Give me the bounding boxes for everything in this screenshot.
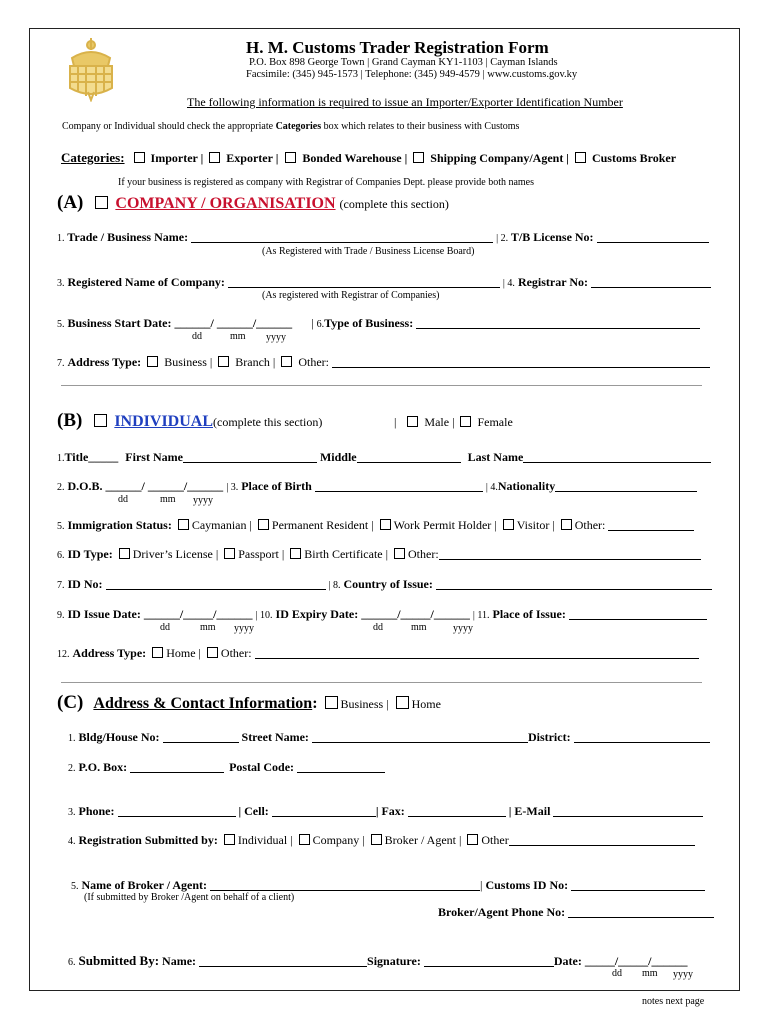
po-box-field[interactable] <box>130 760 224 773</box>
royal-crest-icon <box>62 36 120 102</box>
immigration-row: 5. Immigration Status: Caymanian | Permanent Resident | Work Permit Holder | Visitor | Other: <box>57 518 694 533</box>
yyyy-hint: yyyy <box>453 623 473 634</box>
name-row: 1.Title_____ First Name Middle Last Name <box>57 450 711 465</box>
submitted-individual-checkbox[interactable] <box>224 834 235 845</box>
individual-checkbox[interactable] <box>94 414 107 427</box>
shipping-company-label: Shipping Company/Agent | <box>430 151 569 165</box>
first-name-field[interactable] <box>183 450 317 463</box>
exporter-label: Exporter | <box>226 151 279 165</box>
broker-note: (If submitted by Broker /Agent on behalf of a client) <box>84 892 295 903</box>
registered-name-field[interactable] <box>228 275 500 288</box>
address-type-row: 7. Address Type: Business | Branch | Other: <box>57 355 710 370</box>
dd-hint: dd <box>612 968 622 979</box>
mm-hint: mm <box>230 331 246 342</box>
required-info-text: The following information is required to issue an Importer/Exporter Identification Number <box>187 95 623 109</box>
address-other-checkbox[interactable] <box>281 356 292 367</box>
registered-name-row: 3. Registered Name of Company: | 4. Registrar No: <box>57 275 711 290</box>
type-of-business-field[interactable] <box>416 316 700 329</box>
exporter-checkbox[interactable] <box>209 152 220 163</box>
address-other-field[interactable] <box>332 355 710 368</box>
broker-phone-row: Broker/Agent Phone No: <box>438 905 714 920</box>
submitted-by-type-row: 4. Registration Submitted by: Individual | Company | Broker / Agent | Other <box>68 833 695 848</box>
phone-field[interactable] <box>118 804 236 817</box>
mm-hint: mm <box>200 622 216 633</box>
company-section-title: COMPANY / ORGANISATION <box>115 195 336 212</box>
postal-code-field[interactable] <box>297 760 385 773</box>
district-field[interactable] <box>574 730 710 743</box>
id-type-row: 6. ID Type: Driver’s License | Passport | Birth Certificate | Other: <box>57 547 701 562</box>
registrar-no-field[interactable] <box>591 275 711 288</box>
place-of-issue-field[interactable] <box>569 607 707 620</box>
last-name-field[interactable] <box>523 450 711 463</box>
dd-hint: dd <box>160 622 170 633</box>
address-other-checkbox[interactable] <box>207 647 218 658</box>
section-c-heading: (C) Address & Contact Information: Business | Home <box>57 692 441 713</box>
form-title: H. M. Customs Trader Registration Form <box>246 38 549 57</box>
mm-hint: mm <box>411 622 427 633</box>
id-no-field[interactable] <box>106 577 326 590</box>
bldg-no-field[interactable] <box>163 730 239 743</box>
home-checkbox[interactable] <box>152 647 163 658</box>
id-no-row: 7. ID No: | 8. Country of Issue: <box>57 577 712 592</box>
nationality-field[interactable] <box>555 479 697 492</box>
section-b-letter: (B) <box>57 410 83 431</box>
immigration-other-checkbox[interactable] <box>561 519 572 530</box>
customs-id-field[interactable] <box>571 878 705 891</box>
drivers-license-checkbox[interactable] <box>119 548 130 559</box>
dd-hint: dd <box>192 331 202 342</box>
yyyy-hint: yyyy <box>234 623 254 634</box>
po-box-row: 2. P.O. Box: Postal Code: <box>68 760 385 775</box>
work-permit-checkbox[interactable] <box>380 519 391 530</box>
section-a-letter: (A) <box>57 192 84 213</box>
street-name-field[interactable] <box>312 730 528 743</box>
middle-name-field[interactable] <box>357 450 461 463</box>
categories-label: Categories: <box>61 150 125 165</box>
dob-field[interactable]: ______/ ______/______ <box>105 479 224 493</box>
place-of-birth-field[interactable] <box>315 479 483 492</box>
submitted-other-field[interactable] <box>509 833 695 846</box>
birth-certificate-checkbox[interactable] <box>290 548 301 559</box>
gender-row: | Male | Female <box>394 415 513 429</box>
bldg-row: 1. Bldg/House No: Street Name: District: <box>68 730 710 745</box>
contact-line: Facsimile: (345) 945-1573 | Telephone: (345) 949-4579 | www.customs.gov.ky <box>246 69 578 80</box>
id-issue-date-field[interactable]: ______/_____/______ <box>143 607 253 621</box>
individual-address-type-row: 12. Address Type: Home | Other: <box>57 646 699 661</box>
yyyy-hint: yyyy <box>673 969 693 980</box>
bonded-warehouse-label: Bonded Warehouse | <box>302 151 408 165</box>
divider <box>61 385 702 386</box>
trade-name-row: 1. Trade / Business Name: | 2. T/B License No: <box>57 230 709 245</box>
registered-name-note: (As registered with Registrar of Companies) <box>262 290 440 301</box>
cell-field[interactable] <box>272 804 376 817</box>
business-start-row: 5. Business Start Date: ______/ ______/______ | 6.Type of Business: <box>57 316 700 331</box>
section-c-letter: (C) <box>57 692 84 713</box>
contact-business-checkbox[interactable] <box>325 696 338 709</box>
submitter-name-field[interactable] <box>199 954 367 967</box>
visitor-checkbox[interactable] <box>503 519 514 530</box>
signature-row: 6. Submitted By: Name: Signature: Date: _____/_____/______ <box>68 953 688 968</box>
yyyy-hint: yyyy <box>193 495 213 506</box>
business-start-date-field[interactable]: ______/ ______/______ <box>174 316 293 330</box>
categories-row <box>61 150 676 166</box>
address-line: P.O. Box 898 George Town | Grand Cayman KY1-1103 | Cayman Islands <box>249 57 558 68</box>
section-b-subtitle: (complete this section) <box>213 415 323 429</box>
immigration-other-field[interactable] <box>608 518 694 531</box>
signature-field[interactable] <box>424 954 554 967</box>
phone-row: 3. Phone: | Cell: | Fax: | E-Mail <box>68 804 703 819</box>
broker-row: 5. Name of Broker / Agent: | Customs ID No: <box>71 878 705 893</box>
submission-date-field[interactable]: _____/_____/______ <box>584 954 688 968</box>
contact-section-title: Address & Contact Information <box>93 695 313 712</box>
individual-section-title: INDIVIDUAL <box>114 413 214 430</box>
shipping-company-checkbox[interactable] <box>413 152 424 163</box>
permanent-resident-checkbox[interactable] <box>258 519 269 530</box>
divider <box>61 682 702 683</box>
male-checkbox[interactable] <box>407 416 418 427</box>
broker-name-field[interactable] <box>210 878 480 891</box>
broker-phone-field[interactable] <box>568 905 714 918</box>
contact-home-checkbox[interactable] <box>396 696 409 709</box>
dd-hint: dd <box>118 494 128 505</box>
section-a-subtitle: (complete this section) <box>339 197 449 211</box>
importer-label: Importer | <box>150 151 204 165</box>
country-of-issue-field[interactable] <box>436 577 712 590</box>
address-business-checkbox[interactable] <box>147 356 158 367</box>
customs-broker-checkbox[interactable] <box>575 152 586 163</box>
tb-license-field[interactable] <box>597 230 709 243</box>
passport-checkbox[interactable] <box>224 548 235 559</box>
notes-next-page: notes next page <box>642 996 705 1007</box>
trade-name-note: (As Registered with Trade / Business License Board) <box>262 246 475 257</box>
yyyy-hint: yyyy <box>266 332 286 343</box>
bonded-warehouse-checkbox[interactable] <box>285 152 296 163</box>
mm-hint: mm <box>642 968 658 979</box>
importer-checkbox[interactable] <box>134 152 145 163</box>
address-branch-checkbox[interactable] <box>218 356 229 367</box>
customs-broker-label: Customs Broker <box>591 151 677 165</box>
dd-hint: dd <box>373 622 383 633</box>
caymanian-checkbox[interactable] <box>178 519 189 530</box>
mm-hint: mm <box>160 494 176 505</box>
id-other-checkbox[interactable] <box>394 548 405 559</box>
address-other-field[interactable] <box>255 646 699 659</box>
id-other-field[interactable] <box>439 547 701 560</box>
fax-field[interactable] <box>408 804 506 817</box>
id-dates-row: 9. ID Issue Date: ______/_____/______ | 10. ID Expiry Date: ______/_____/______ | 11. Place of Issue: <box>57 607 707 622</box>
company-checkbox[interactable] <box>95 196 108 209</box>
submitted-other-checkbox[interactable] <box>467 834 478 845</box>
registrar-note: If your business is registered as company with Registrar of Companies Dept. please provide both names <box>118 177 535 188</box>
email-field[interactable] <box>553 804 703 817</box>
section-b-heading <box>57 410 322 432</box>
dob-row: 2. D.O.B. ______/ ______/______ | 3. Place of Birth | 4.Nationality <box>57 479 697 494</box>
instructions-text: Company or Individual should check the appropriate Categories box which relates to their business with Customs <box>62 121 520 132</box>
submitted-company-checkbox[interactable] <box>299 834 310 845</box>
trade-name-field[interactable] <box>191 230 493 243</box>
section-a-heading <box>57 192 449 214</box>
submitted-broker-checkbox[interactable] <box>371 834 382 845</box>
id-expiry-date-field[interactable]: ______/_____/______ <box>361 607 470 621</box>
female-checkbox[interactable] <box>460 416 471 427</box>
